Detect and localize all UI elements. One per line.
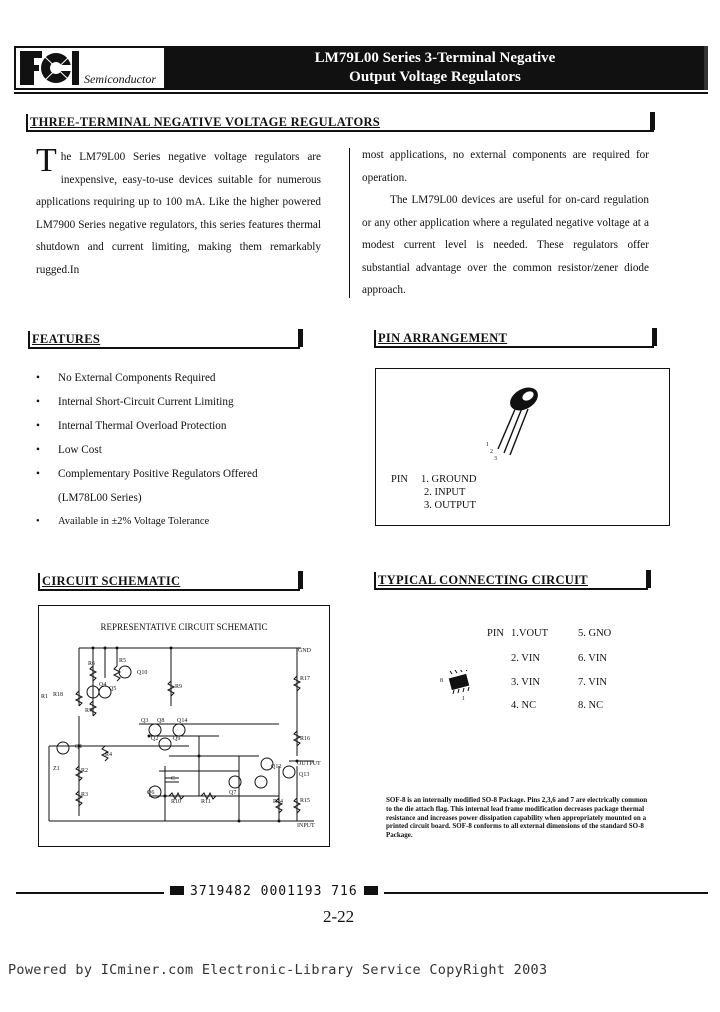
circuit-schematic-figure (38, 605, 330, 847)
schematic-label: Z1 (53, 766, 60, 772)
schematic-label: Q6 (147, 790, 155, 796)
bullet-icon: • (36, 516, 40, 527)
schematic-label: Q12 (271, 764, 282, 770)
lead-number: 1 (486, 442, 489, 448)
schematic-label: R17 (300, 676, 311, 682)
drop-cap: T (36, 142, 57, 179)
section-heading-main (26, 114, 654, 132)
barcode-text (164, 884, 384, 899)
barcode-number: 3719482 0001193 716 (190, 884, 358, 899)
feature-item (34, 510, 334, 534)
schematic-label: Q2 (151, 736, 159, 742)
pin-item: 1.VOUT (511, 628, 549, 639)
schematic-label: OUTPUT (297, 761, 321, 767)
pin-label: PIN (391, 474, 408, 485)
pin-item: 6. VIN (578, 653, 607, 664)
schematic-diagram (39, 606, 329, 846)
section-heading-main-text: THREE-TERMINAL NEGATIVE VOLTAGE REGULATORS (30, 115, 381, 129)
schematic-label: Q9 (173, 736, 181, 742)
column-divider (349, 148, 350, 298)
schematic-label: Q5 (109, 686, 117, 692)
pin-item: 1. GROUND (421, 474, 477, 485)
feature-item (34, 414, 334, 438)
powered-by-footer: Powered by ICminer.com Electronic-Library Service CopyRight 2003 (8, 962, 548, 978)
typical-circuit-heading-tab (646, 570, 651, 588)
schematic-label: R3 (81, 792, 89, 798)
lead-number: 2 (490, 449, 493, 455)
page-number: 2-22 (323, 907, 355, 926)
title-line-2: Output Voltage Regulators (349, 69, 521, 85)
schematic-label: R14 (273, 799, 284, 805)
section-heading-pin-arrangement (374, 330, 654, 348)
schematic-label: R5 (119, 658, 127, 664)
intro-text-1: he LM79L00 Series negative voltage regulators are inexpensive, easy-to-use devices suitable for numerous applications requiring up to 100 mA. Like the higher powered LM7900 Series negative regulators, this series features thermal shutdown and current limiting, making them remarkably rugged.In (36, 151, 321, 276)
header-divider (14, 92, 708, 94)
feature-item (34, 390, 334, 414)
document-title (166, 46, 708, 90)
feature-item (34, 438, 334, 462)
pin-item: 2. INPUT (424, 487, 466, 498)
barcode-block-icon (364, 886, 378, 895)
feature-text: Complementary Positive Regulators Offered (58, 468, 258, 480)
schematic-label: R4 (105, 752, 113, 758)
schematic-label: R10 (171, 799, 182, 805)
bullet-icon: • (36, 396, 40, 408)
schematic-label: R2 (81, 768, 89, 774)
schematic-label: R6 (88, 661, 96, 667)
schematic-label: R15 (300, 798, 311, 804)
feature-item (34, 462, 334, 510)
pin-arrangement-figure (375, 368, 670, 526)
schematic-label: Q4 (99, 682, 107, 688)
fci-logo-icon (20, 51, 80, 85)
schematic-label: Q8 (157, 718, 165, 724)
barcode-block-icon (170, 886, 184, 895)
feature-text: No External Components Required (58, 372, 216, 384)
schematic-label: R1 (41, 694, 49, 700)
schematic-label: R11 (201, 799, 211, 805)
schematic-label: INPUT (297, 823, 315, 829)
features-heading-text: FEATURES (32, 332, 101, 346)
pin-item: 3. OUTPUT (424, 500, 476, 511)
sof8-note: SOF-8 is an internally modified SO-8 Package. Pins 2,3,6 and 7 are electrically common to the die attach flag. This internal lead frame modification decreases package thermal resistance and increases power dissipation capability when appropriately mounted on a printed circuit board. SOF-8 conforms to all external dimensions of the standard SO-8 Package. (386, 796, 648, 840)
chip-pin-number: 1 (462, 696, 465, 702)
feature-text: Low Cost (58, 444, 102, 456)
pin-arrangement-heading-tab (652, 328, 657, 346)
circuit-schematic-heading-tab (298, 571, 303, 589)
schematic-label: R7 (85, 708, 93, 714)
schematic-label: R16 (300, 736, 311, 742)
pin-arrangement-heading-text: PIN ARRANGEMENT (378, 331, 508, 345)
bullet-icon: • (36, 468, 40, 480)
section-heading-circuit-schematic (38, 573, 300, 591)
logo (14, 46, 166, 90)
pin-item: 4. NC (511, 700, 537, 711)
schematic-label: C (171, 776, 176, 782)
typical-circuit-heading-text: TYPICAL CONNECTING CIRCUIT (378, 573, 588, 587)
circuit-schematic-heading-text: CIRCUIT SCHEMATIC (42, 574, 181, 588)
feature-text: Available in ±2% Voltage Tolerance (58, 516, 210, 527)
schematic-label: Q7 (229, 790, 237, 796)
schematic-label: Q14 (177, 718, 188, 724)
schematic-label: R9 (175, 684, 183, 690)
schematic-label: Q1 (75, 744, 83, 750)
section-heading-typical-circuit (374, 572, 648, 590)
pin-item: 3. VIN (511, 677, 540, 688)
intro-column-2 (362, 144, 649, 302)
bullet-icon: • (36, 420, 40, 432)
pin-item: 7. VIN (578, 677, 607, 688)
chip-pin-number: 8 (440, 678, 443, 684)
intro-text-2b: The LM79L00 devices are useful for on-card regulation or any other application where a regulated negative voltage at a modest current level is needed. These regulators offer substantial advantage over the common resistor/zener diode approach. (362, 194, 649, 296)
pin-item: 2. VIN (511, 653, 540, 664)
pin-item: 5. GNO (578, 628, 612, 639)
schematic-label: Q3 (141, 718, 149, 724)
logo-subtitle: Semiconductor (84, 72, 156, 86)
pin-label: PIN (487, 628, 504, 639)
title-line-1: LM79L00 Series 3-Terminal Negative (314, 50, 556, 66)
lead-number: 3 (494, 456, 497, 462)
intro-text-2a: most applications, no external components are required for operation. (362, 149, 649, 184)
sof8-chip-icon (440, 670, 480, 700)
schematic-label: GND (298, 648, 311, 654)
sof8-package-figure (440, 670, 480, 705)
schematic-label: R18 (53, 692, 64, 698)
features-list (34, 366, 334, 534)
intro-column-1 (36, 142, 321, 281)
bullet-icon: • (36, 444, 40, 456)
pin-item: 8. NC (578, 700, 604, 711)
features-heading-tab (298, 329, 303, 347)
section-heading-tab (650, 112, 655, 130)
bullet-icon: • (36, 372, 40, 384)
feature-text: Internal Short-Circuit Current Limiting (58, 396, 234, 408)
section-heading-features (28, 331, 300, 349)
schematic-label: Q13 (299, 772, 310, 778)
feature-subtext: (LM78L00 Series) (58, 492, 142, 504)
schematic-title: REPRESENTATIVE CIRCUIT SCHEMATIC (100, 622, 268, 632)
schematic-label: Q10 (137, 670, 148, 676)
feature-item (34, 366, 334, 390)
feature-text: Internal Thermal Overload Protection (58, 420, 227, 432)
